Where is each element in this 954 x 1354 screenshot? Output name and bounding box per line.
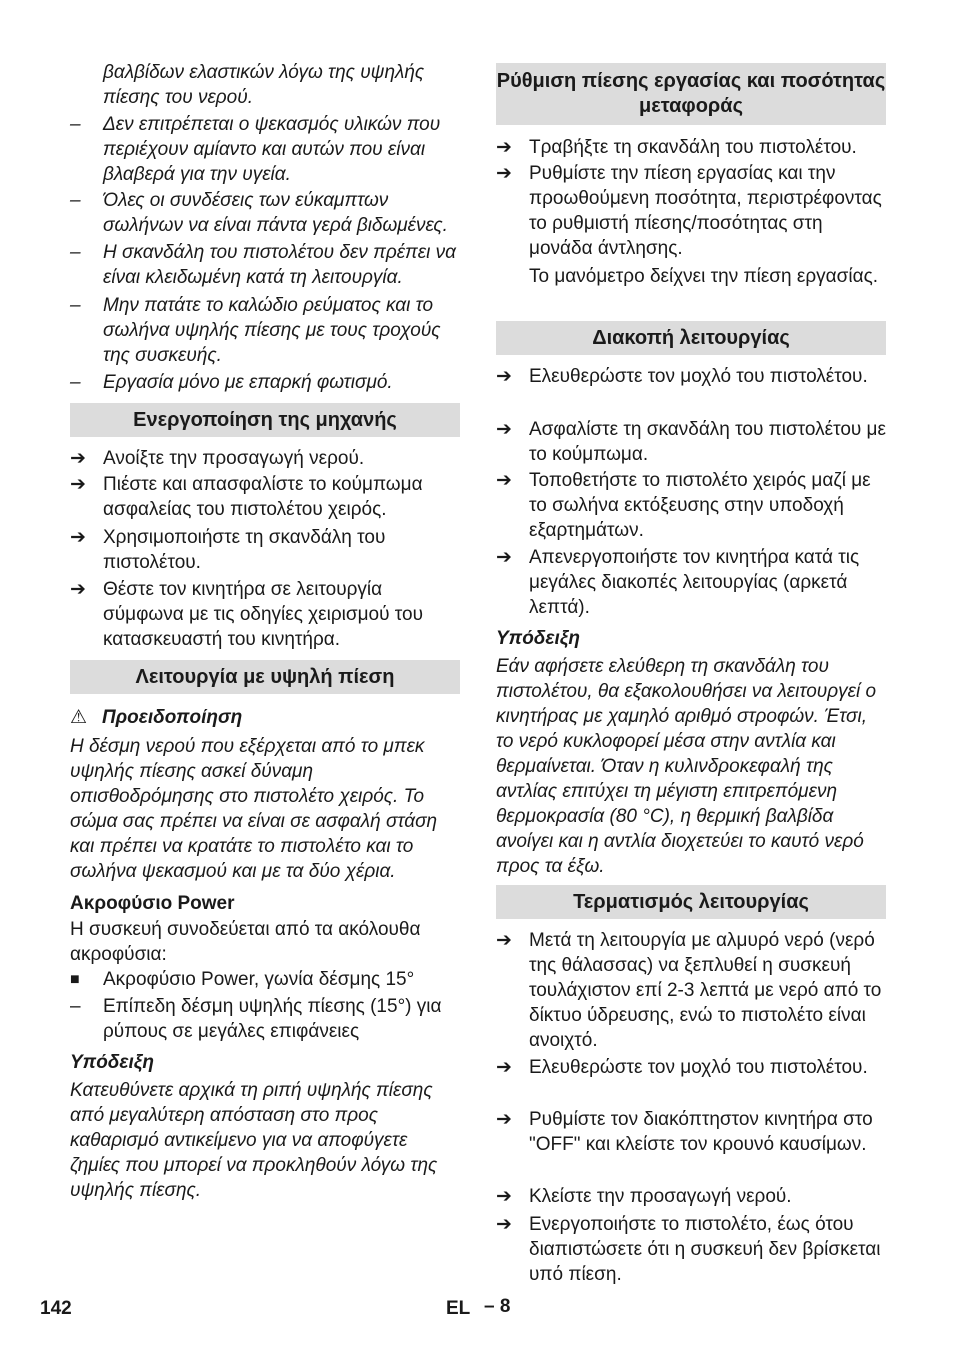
list-item: ➔ Πιέστε και απασφαλίστε το κούμπωμα ασφαλείας του πιστολέτου χειρός. — [70, 474, 423, 520]
list-item: – Επίπεδη δέσμη υψηλής πίεσης (15°) για ρύπους σε μεγάλες επιφάνειες — [70, 996, 442, 1042]
list-item: ➔ Θέστε τον κινητήρα σε λειτουργία σύμφωνα με τις οδηγίες χειρισμού του κατασκευαστή του κινητήρα. — [70, 579, 423, 650]
note-title: Υπόδειξη — [496, 628, 580, 649]
warning-title: ⚠ Προειδοποίηση — [70, 707, 243, 728]
dash-icon: – — [70, 372, 81, 393]
list-item: ➔ Τραβήξτε τη σκανδάλη του πιστολέτου. — [496, 137, 857, 158]
arrow-icon: ➔ — [496, 1214, 512, 1235]
power-title: Ακροφύσιο Power — [70, 893, 235, 914]
arrow-icon: ➔ — [496, 1057, 512, 1078]
section-heading: Ενεργοποίηση της μηχανής — [70, 403, 460, 437]
arrow-icon: ➔ — [70, 448, 86, 469]
list-item: ➔ Ρυθμίστε τον διακόπτηστον κινητήρα στο "OFF" και κλείστε τον κρουνό καυσίμων. — [496, 1109, 873, 1155]
list-item: ➔ Ελευθερώστε τον μοχλό του πιστολέτου. — [496, 1057, 868, 1078]
list-item: – Όλες οι συνδέσεις των εύκαμπτων σωλήνων να είναι πάντα γερά βιδωμένες. — [70, 190, 448, 236]
note-text: Εάν αφήσετε ελεύθερη τη σκανδάλη του πιστολέτου, θα εξακολουθήσει να λειτουργεί ο κινητήρας με χαμηλό αριθμό στροφών. Έτσι, το νερό κυκλοφορεί μέσα στην αντλία και θερμαίνεται. Όταν η κυλινδροκεφαλή της αντλίας επιτύχει τη μέγιστη επιτρεπόμενη θερμοκρασία (80 °C), η θερμική βαλβίδα ανοίγει και η αντλία διοχετεύει το καυτό νερό προς τα έξω. — [496, 656, 877, 877]
page-number: 142 — [40, 1298, 72, 1319]
arrow-icon: ➔ — [496, 1109, 512, 1130]
dash-icon: – — [70, 114, 81, 135]
intro-continuation: βαλβίδων ελαστικών λόγω της υψηλής πίεσης του νερού. — [103, 62, 425, 108]
dash-icon: – — [70, 996, 81, 1017]
warning-icon: ⚠ — [70, 707, 88, 728]
arrow-icon: ➔ — [70, 474, 86, 495]
warning-text: Η δέσμη νερού που εξέρχεται από το μπεκ υψηλής πίεσης ασκεί δύναμη οπισθοδρόμησης στο πιστολέτο χειρός. Το σώμα σας πρέπει να είναι σε ασφαλή στάση και πρέπει να κρατάτε το πιστολέτο και το σωλήνα ψεκασμού και με τα δύο χέρια. — [70, 736, 438, 882]
section-page-number: – 8 — [484, 1296, 511, 1317]
section-heading: Τερματισμός λειτουργίας — [496, 885, 886, 919]
list-item: ➔ Ενεργοποιήστε το πιστολέτο, έως ότου διαπιστώσετε ότι η συσκευή δεν βρίσκεται υπό πίεση. — [496, 1214, 881, 1285]
arrow-icon: ➔ — [496, 366, 512, 387]
list-item: – Μην πατάτε το καλώδιο ρεύματος και το σωλήνα υψηλής πίεσης με τους τροχούς της συσκευής. — [70, 295, 441, 366]
arrow-icon: ➔ — [496, 163, 512, 184]
arrow-icon: ➔ — [70, 579, 86, 600]
square-bullet-icon: ■ — [70, 971, 80, 988]
list-item: ➔ Χρησιμοποιήστε τη σκανδάλη του πιστολέτου. — [70, 527, 386, 573]
list-item: ➔ Ανοίξτε την προσαγωγή νερού. — [70, 448, 365, 469]
arrow-icon: ➔ — [496, 547, 512, 568]
list-item: ➔ Τοποθετήστε το πιστολέτο χειρός μαζί με το σωλήνα εκτόξευσης στην υποδοχή εξαρτημάτων. — [496, 470, 871, 541]
list-item: ➔ Κλείστε την προσαγωγή νερού. — [496, 1186, 792, 1207]
list-item: – Η σκανδάλη του πιστολέτου δεν πρέπει να είναι κλειδωμένη κατά τη λειτουργία. — [70, 242, 456, 288]
arrow-icon: ➔ — [496, 419, 512, 440]
list-item: ➔ Μετά τη λειτουργία με αλμυρό νερό (νερό της θάλασσας) να ξεπλυθεί η συσκευή τουλάχιστον επί 2-3 λεπτά με νερό από το δίκτυο ύδρευσης, ενώ το πιστολέτο είναι ανοιχτό. — [496, 930, 882, 1051]
list-item: – Εργασία μόνο με επαρκή φωτισμό. — [70, 372, 393, 393]
section-heading: Λειτουργία με υψηλή πίεση — [70, 660, 460, 694]
list-item: – Δεν επιτρέπεται ο ψεκασμός υλικών που περιέχουν αμίαντο και αυτών που είναι βλαβερά για την υγεία. — [70, 114, 441, 185]
list-item: ➔ Απενεργοποιήστε τον κινητήρα κατά τις μεγάλες διακοπές λειτουργίας (αρκετά λεπτά). — [496, 547, 860, 618]
dash-icon: – — [70, 190, 81, 211]
arrow-icon: ➔ — [496, 1186, 512, 1207]
section-heading: Ρύθμιση πίεσης εργασίας και ποσότητας μεταφοράς — [496, 63, 886, 125]
arrow-icon: ➔ — [496, 137, 512, 158]
power-text: Η συσκευή συνοδεύεται από τα ακόλουθα ακροφύσια: — [70, 919, 421, 965]
dash-icon: – — [70, 242, 81, 263]
list-item: ■ Ακροφύσιο Power, γωνία δέσμης 15° — [70, 969, 415, 990]
list-item: ➔ Ασφαλίστε τη σκανδάλη του πιστολέτου με το κούμπωμα. — [496, 419, 886, 465]
note-title: Υπόδειξη — [70, 1052, 154, 1073]
list-item: ➔ Ελευθερώστε τον μοχλό του πιστολέτου. — [496, 366, 868, 387]
arrow-icon: ➔ — [496, 470, 512, 491]
list-item: ➔ Ρυθμίστε την πίεση εργασίας και την προωθούμενη ποσότητα, περιστρέφοντας το ρυθμιστή πίεσης/ποσότητας στη μονάδα άντλησης. — [496, 163, 882, 259]
language-code: EL — [446, 1298, 471, 1319]
note-text: Κατευθύνετε αρχικά τη ριπή υψηλής πίεσης από μεγαλύτερη απόσταση στο προς καθαρισμό αντικείμενο για να αποφύγετε ζημίες που μπορεί να προκληθούν λόγω της υψηλής πίεσης. — [70, 1080, 438, 1201]
dash-icon: – — [70, 295, 81, 316]
section-heading: Διακοπή λειτουργίας — [496, 321, 886, 355]
arrow-icon: ➔ — [496, 930, 512, 951]
manometer-text: Το μανόμετρο δείχνει την πίεση εργασίας. — [529, 266, 879, 287]
arrow-icon: ➔ — [70, 527, 86, 548]
